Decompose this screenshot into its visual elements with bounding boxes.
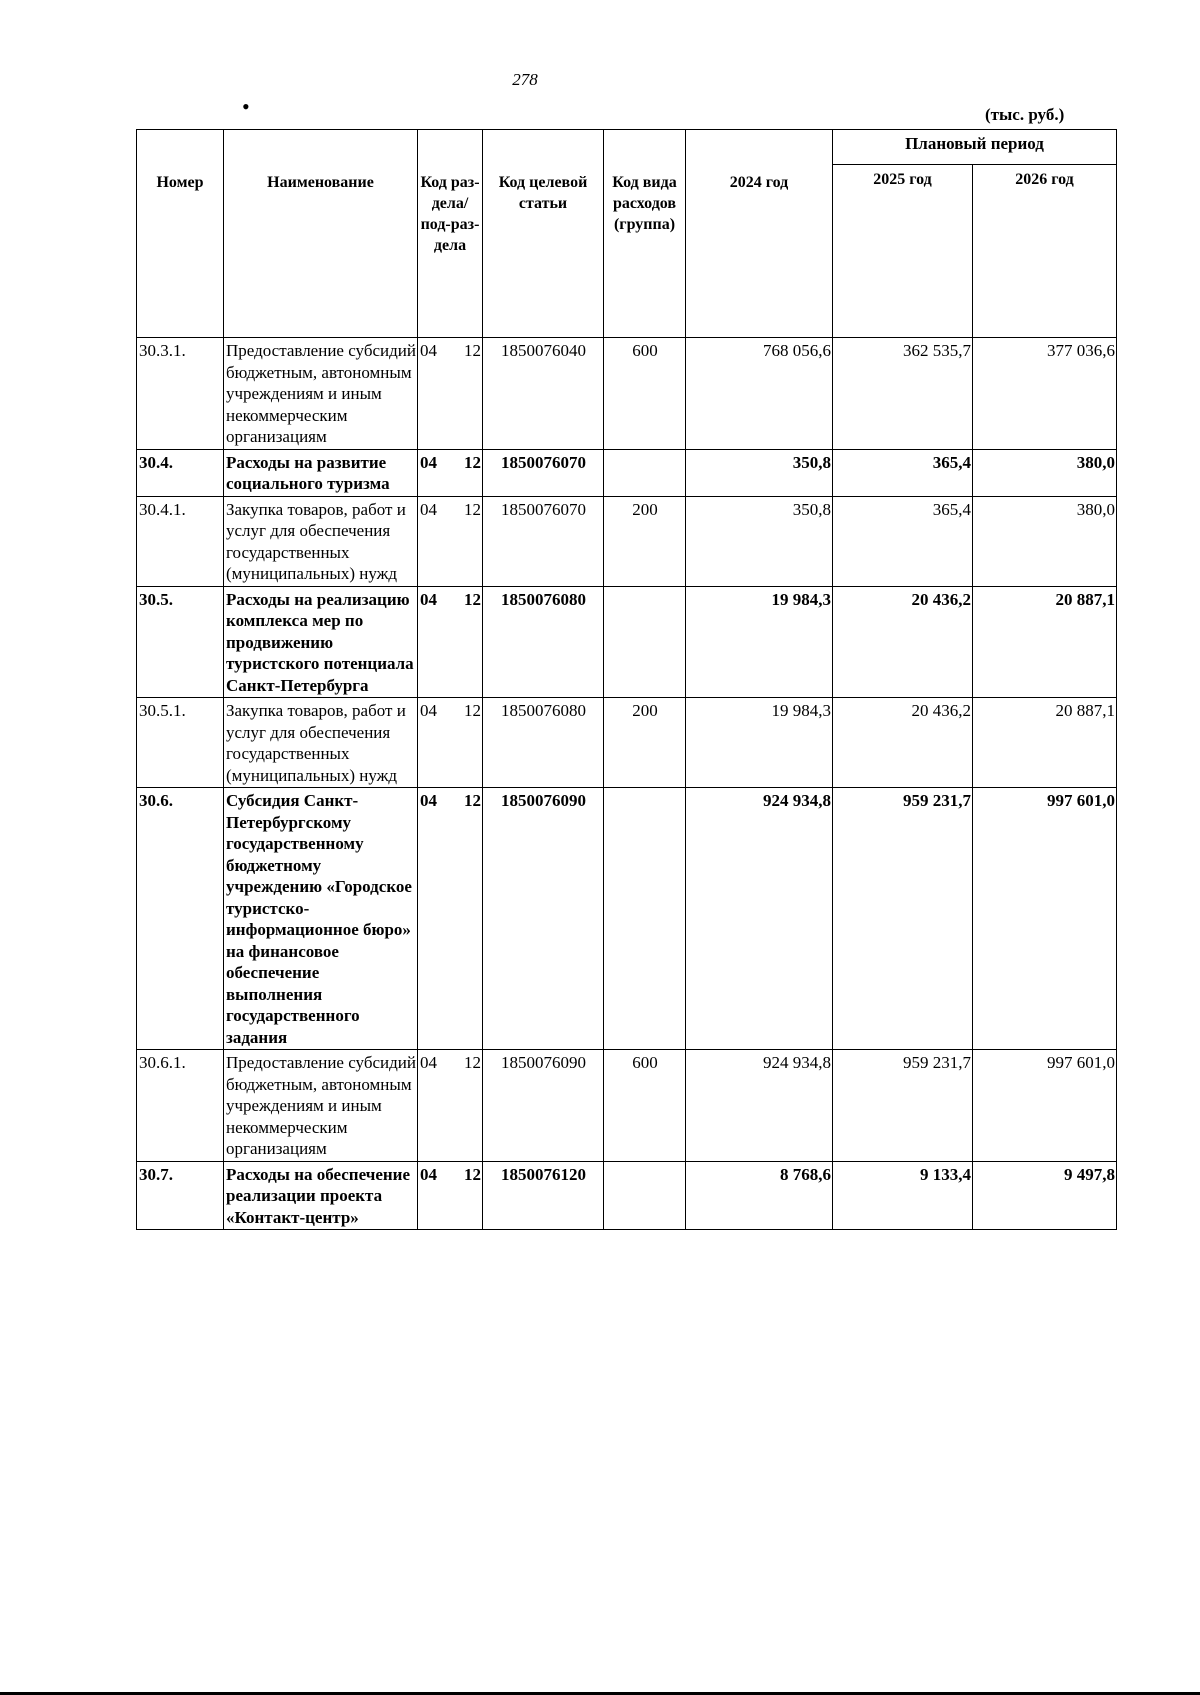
table-row <box>137 338 1117 450</box>
row-amount-2024: 350,8 <box>686 449 833 496</box>
row-number: 30.4. <box>137 449 224 496</box>
row-section-code <box>418 1161 483 1230</box>
row-target-code: 1850076040 <box>483 338 604 450</box>
row-section: 04 <box>420 499 437 519</box>
table-body <box>137 338 1117 1230</box>
header-target: Код целевой статьи <box>483 130 604 338</box>
row-amount-2025: 959 231,7 <box>833 788 973 1050</box>
row-number: 30.4.1. <box>137 496 224 586</box>
row-section: 04 <box>420 1053 437 1072</box>
row-amount-2025: 20 436,2 <box>833 586 973 698</box>
row-amount-2026: 380,0 <box>973 496 1117 586</box>
row-subsection: 12 <box>464 499 481 519</box>
row-section-code <box>418 788 483 1050</box>
row-number: 30.7. <box>137 1161 224 1230</box>
table-row <box>137 1161 1117 1230</box>
header-section: Код раз-дела/ под-раз-дела <box>418 130 483 338</box>
header-2026: 2026 год <box>973 165 1117 338</box>
row-target-code: 1850076080 <box>483 698 604 788</box>
row-amount-2024: 8 768,6 <box>686 1161 833 1230</box>
row-amount-2024: 19 984,3 <box>686 698 833 788</box>
row-target-code: 1850076070 <box>483 449 604 496</box>
row-amount-2026: 997 601,0 <box>973 1050 1117 1162</box>
row-name: Расходы на обеспечение реализации проекта «Контакт-центр» <box>224 1161 418 1230</box>
row-amount-2024: 924 934,8 <box>686 788 833 1050</box>
row-number: 30.5.1. <box>137 698 224 788</box>
row-subsection: 12 <box>464 1053 481 1072</box>
row-target-code: 1850076090 <box>483 1050 604 1162</box>
row-section-code <box>418 338 483 450</box>
row-amount-2025: 20 436,2 <box>833 698 973 788</box>
row-target-code: 1850076090 <box>483 788 604 1050</box>
row-number: 30.5. <box>137 586 224 698</box>
units-label: (тыс. руб.) <box>985 105 1065 124</box>
header-number: Номер <box>137 130 224 338</box>
row-amount-2026: 997 601,0 <box>973 788 1117 1050</box>
row-subsection: 12 <box>464 452 481 472</box>
row-subsection: 12 <box>464 791 481 810</box>
row-name: Субсидия Санкт-Петербургскому государственному бюджетному учреждению «Городское туристско-информационное бюро» на финансовое обеспечение выполнения государственного задания <box>224 788 418 1050</box>
row-expense-group: 200 <box>604 698 686 788</box>
row-number: 30.3.1. <box>137 338 224 450</box>
row-expense-group <box>604 1161 686 1230</box>
header-expense-type: Код вида расходов (группа) <box>604 130 686 338</box>
table-row <box>137 449 1117 496</box>
row-section-code <box>418 1050 483 1162</box>
row-target-code: 1850076070 <box>483 496 604 586</box>
row-amount-2025: 9 133,4 <box>833 1161 973 1230</box>
page-number: 278 <box>512 70 538 89</box>
table-row <box>137 788 1117 1050</box>
row-subsection: 12 <box>464 341 481 360</box>
row-amount-2024: 924 934,8 <box>686 1050 833 1162</box>
row-amount-2025: 365,4 <box>833 449 973 496</box>
row-section-code <box>418 449 483 496</box>
bullet-mark: • <box>242 94 250 119</box>
row-expense-group: 200 <box>604 496 686 586</box>
header-plan-period: Плановый период <box>833 130 1117 165</box>
table-row <box>137 698 1117 788</box>
header-2025: 2025 год <box>833 165 973 338</box>
row-name: Расходы на реализацию комплекса мер по продвижению туристского потенциала Санкт-Петербурга <box>224 586 418 698</box>
row-section-code <box>418 496 483 586</box>
row-amount-2026: 20 887,1 <box>973 586 1117 698</box>
row-target-code: 1850076120 <box>483 1161 604 1230</box>
row-amount-2026: 9 497,8 <box>973 1161 1117 1230</box>
row-section: 04 <box>420 1164 437 1184</box>
row-subsection: 12 <box>464 701 481 720</box>
row-subsection: 12 <box>464 589 481 609</box>
row-subsection: 12 <box>464 1164 481 1184</box>
row-name: Предоставление субсидий бюджетным, автономным учреждениям и иным некоммерческим организациям <box>224 338 418 450</box>
row-section-code <box>418 698 483 788</box>
row-amount-2025: 365,4 <box>833 496 973 586</box>
row-amount-2026: 377 036,6 <box>973 338 1117 450</box>
row-expense-group: 600 <box>604 1050 686 1162</box>
row-amount-2024: 19 984,3 <box>686 586 833 698</box>
table-row <box>137 496 1117 586</box>
row-name: Закупка товаров, работ и услуг для обеспечения государственных (муниципальных) нужд <box>224 698 418 788</box>
row-expense-group <box>604 586 686 698</box>
row-amount-2025: 362 535,7 <box>833 338 973 450</box>
row-amount-2024: 768 056,6 <box>686 338 833 450</box>
row-amount-2026: 380,0 <box>973 449 1117 496</box>
row-section: 04 <box>420 341 437 360</box>
header-name: Наименование <box>224 130 418 338</box>
row-expense-group <box>604 788 686 1050</box>
row-name: Предоставление субсидий бюджетным, автономным учреждениям и иным некоммерческим организациям <box>224 1050 418 1162</box>
row-name: Закупка товаров, работ и услуг для обеспечения государственных (муниципальных) нужд <box>224 496 418 586</box>
row-section: 04 <box>420 589 437 609</box>
table-row <box>137 1050 1117 1162</box>
header-2024: 2024 год <box>686 130 833 338</box>
table-row <box>137 586 1117 698</box>
row-amount-2026: 20 887,1 <box>973 698 1117 788</box>
row-number: 30.6. <box>137 788 224 1050</box>
row-amount-2025: 959 231,7 <box>833 1050 973 1162</box>
row-number: 30.6.1. <box>137 1050 224 1162</box>
row-section: 04 <box>420 701 437 720</box>
row-amount-2024: 350,8 <box>686 496 833 586</box>
row-expense-group <box>604 449 686 496</box>
row-section-code <box>418 586 483 698</box>
row-section: 04 <box>420 452 437 472</box>
row-target-code: 1850076080 <box>483 586 604 698</box>
row-section: 04 <box>420 791 437 810</box>
row-expense-group: 600 <box>604 338 686 450</box>
budget-table <box>136 129 1117 1230</box>
row-name: Расходы на развитие социального туризма <box>224 449 418 496</box>
